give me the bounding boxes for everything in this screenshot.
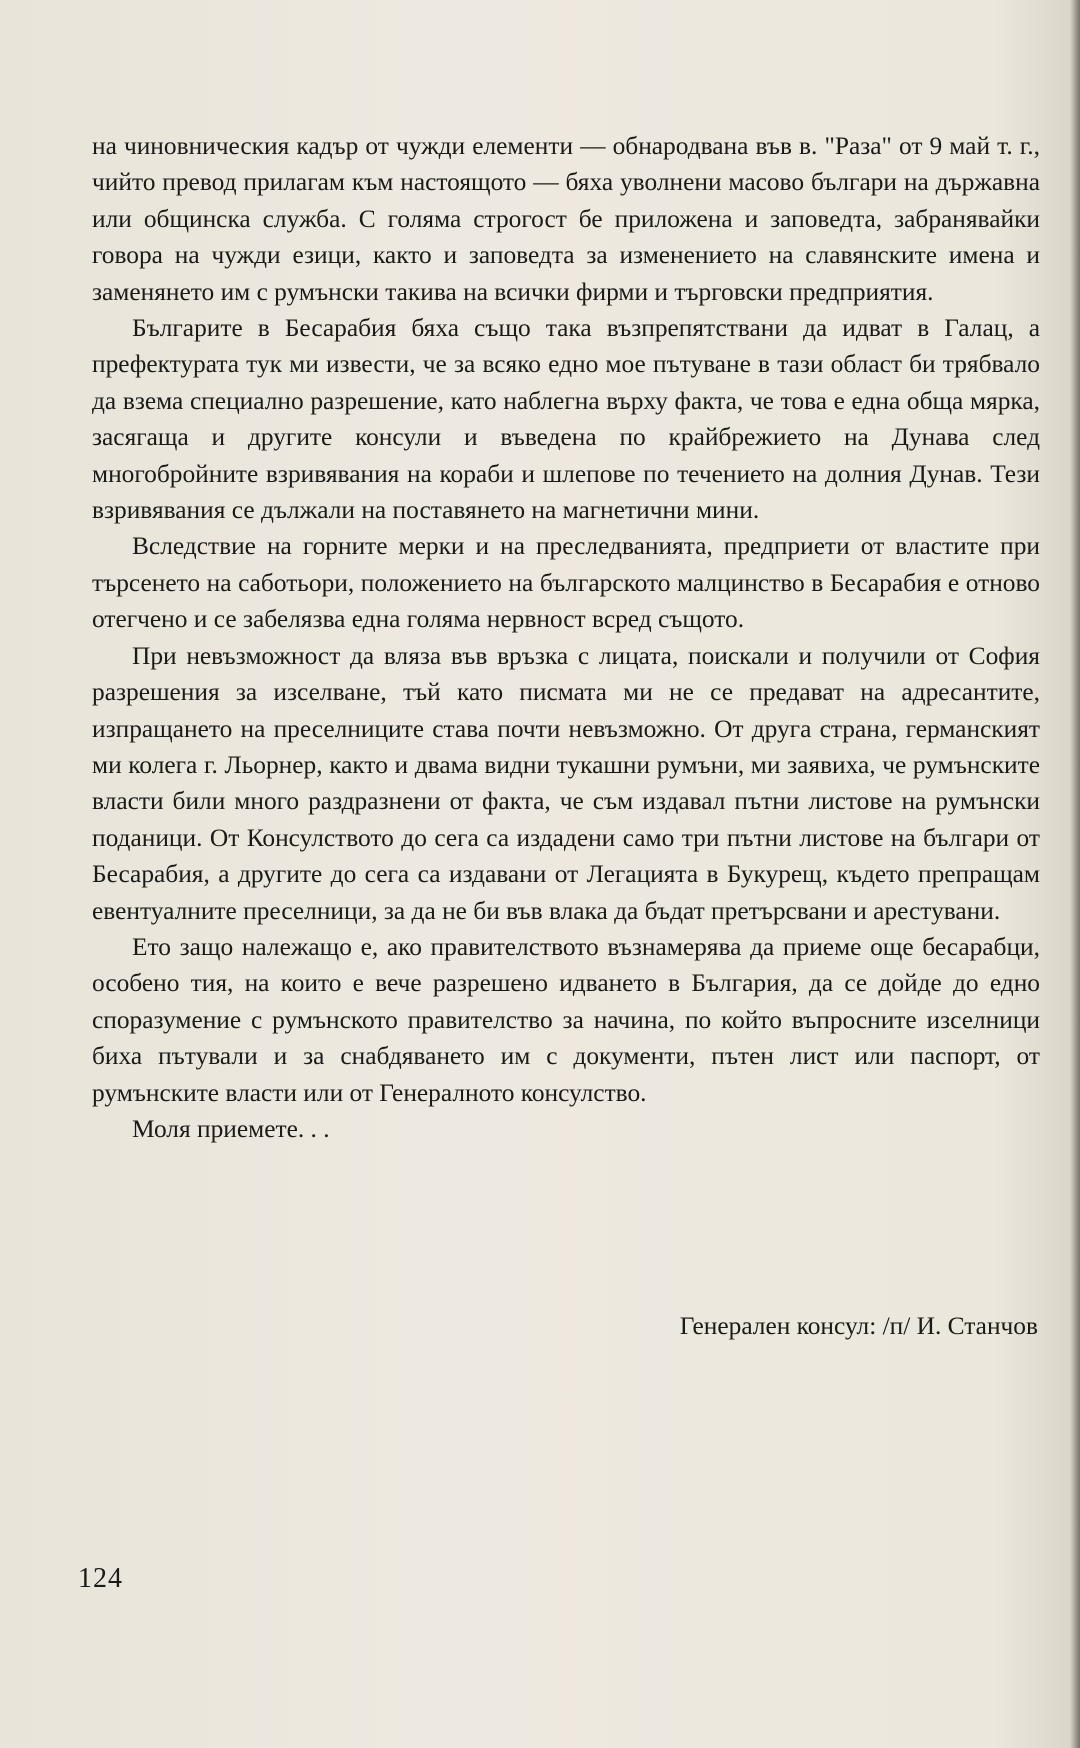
page-number: 124	[78, 1563, 123, 1594]
paragraph-3: Вследствие на горните мерки и на преследванията, предприети от властите при търсенето на саботьори, положението на българското малцинство в Бесарабия е отново отегчено и се забелязва една голяма нервност всред същото.	[92, 532, 1040, 634]
closing-line: Моля приемете. . .	[132, 1114, 330, 1143]
paragraph-4: При невъзможност да вляза във връзка с лицата, поискали и получили от София разрешения за изселване, тъй като писмата ми не се предават на адресантите, изпращането на преселниците става почти невъзможно. От друга страна, германският ми колега г. Льорнер, както и двама видни тукашни румъни, ми заявиха, че румънските власти били много раздразнени от факта, че съм издавал пътни листове на румънски поданици. От Консулството до сега са издадени само три пътни листове на българи от Бесарабия, а другите до сега са издавани от Легацията в Букурещ, където препращам евентуалните преселници, за да не би във влака да бъдат претърсвани и арестувани.	[92, 641, 1040, 925]
paragraph-5: Ето защо належащо е, ако правителството възнамерява да приеме още бесарабци, особено тия, на които е вече разрешено идването в България, да се дойде до едно споразумение с румънското правителство за начина, по който въпросните изселници биха пътували и за снабдяването им с документи, пътен лист или паспорт, от румънските власти или от Генералното консулство.	[92, 932, 1040, 1107]
page-edge-shadow	[1070, 0, 1080, 1748]
body-text	[92, 128, 1040, 1147]
signature-line: Генерален консул: /п/ И. Станчов	[679, 1312, 1038, 1340]
paragraph-2: Българите в Бесарабия бяха също така възпрепятствани да идват в Галац, а префектурата тук ми извести, че за всяко едно мое пътуване в тази област би трябвало да взема специално разрешение, като наблегна върху факта, че това е една обща мярка, засягаща и другите консули и въведена по крайбрежието на Дунава след многобройните взривявания на кораби и шлепове по течението на долния Дунав. Тези взривявания се дължали на поставянето на магнетични мини.	[92, 314, 1040, 525]
paragraph-1: на чиновническия кадър от чужди елементи — обнародвана във в. "Раза" от 9 май т. г., чийто превод прилагам към настоящото — бяха уволнени масово българи на държавна или общинска служба. С голяма строгост бе приложена и заповедта, забранявайки говора на чужди езици, както и заповедта за изменението на славянските имена и заменянето им с румънски такива на всички фирми и търговски предприятия.	[92, 132, 1040, 306]
